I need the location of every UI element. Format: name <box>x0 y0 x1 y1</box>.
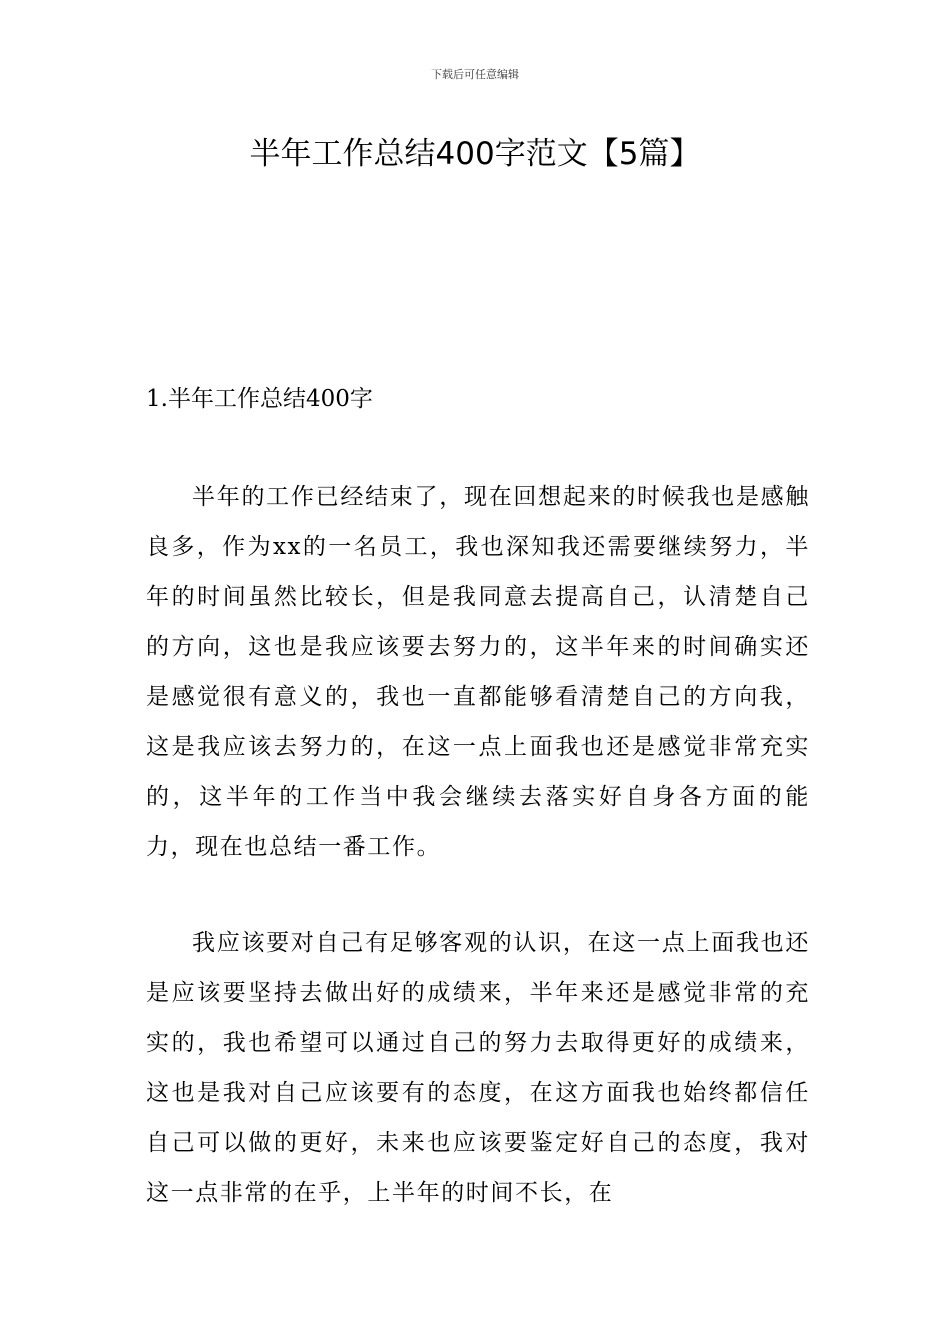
body-paragraph: 半年的工作已经结束了，现在回想起来的时候我也是感触良多，作为xx的一名员工，我也深知我还需要继续努力，半年的时间虽然比较长，但是我同意去提高自己，认清楚自己的方向，这也是我应该要去努力的，这半年来的时间确实还是感觉很有意义的，我也一直都能够看清楚自己的方向我，这是我应该去努力的，在这一点上面我也还是感觉非常充实的，这半年的工作当中我会继续去落实好自身各方面的能力，现在也总结一番工作。 <box>146 484 810 860</box>
document-title: 半年工作总结400字范文【5篇】 <box>249 136 701 172</box>
download-note: 下载后可任意编辑 <box>431 68 519 81</box>
section-heading: 1.半年工作总结400字 <box>146 386 373 412</box>
body-paragraph: 我应该要对自己有足够客观的认识，在这一点上面我也还是应该要坚持去做出好的成绩来，半年来还是感觉非常的充实的，我也希望可以通过自己的努力去取得更好的成绩来，这也是我对自己应该要有的态度，在这方面我也始终都信任自己可以做的更好，未来也应该要鉴定好自己的态度，我对这一点非常的在乎，上半年的时间不长，在 <box>146 930 810 1206</box>
